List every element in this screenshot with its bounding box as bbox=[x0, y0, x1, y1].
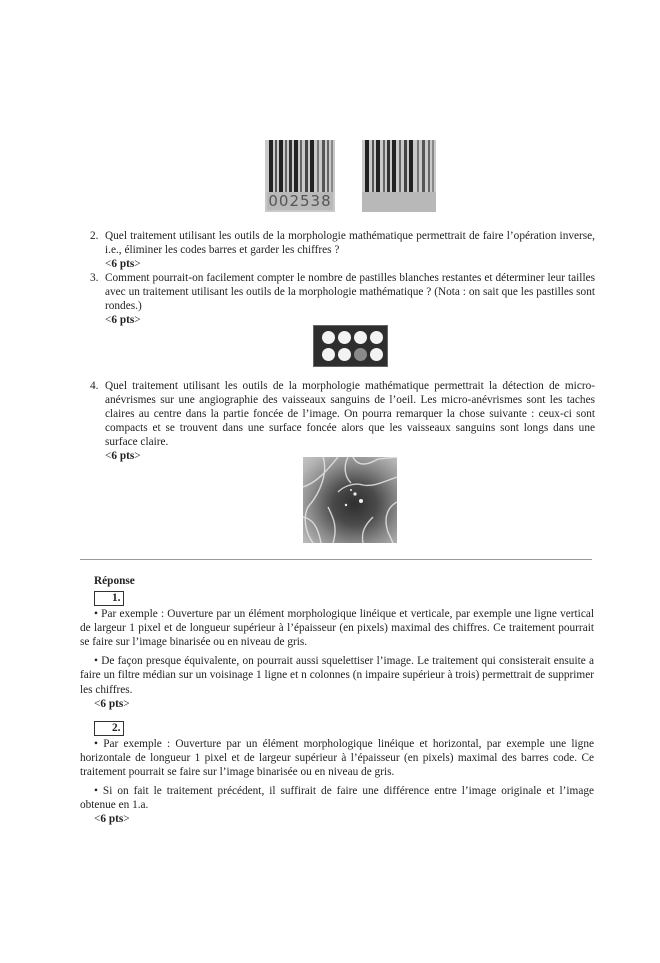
answer-label: 2. bbox=[94, 721, 124, 736]
question-number: 3. bbox=[90, 272, 99, 284]
barcode-digit-area-removed bbox=[362, 192, 436, 212]
answer-2 bbox=[80, 721, 594, 827]
answer-points: <6 pts> bbox=[94, 697, 130, 710]
answer-paragraph: • Par exemple : Ouverture par un élément morphologique linéique et verticale, par exemple une ligne vertical de largeur 1 pixel et de longueur supérieur à l’épaisseur (en pixels) maximal des chiffres. Ce traitement pourrait se faire sur l’image binarisée ou en niveau de gris. bbox=[80, 608, 594, 649]
barcode-bars bbox=[265, 140, 335, 192]
blood-vessels bbox=[303, 457, 397, 543]
barcode-processed-image bbox=[362, 140, 436, 212]
pill bbox=[322, 348, 335, 361]
micro-aneurysms bbox=[345, 489, 363, 506]
retina-angiography-image bbox=[303, 457, 397, 543]
barcode-digits: 002538 bbox=[268, 192, 332, 210]
pill bbox=[354, 331, 367, 344]
pill bbox=[322, 331, 335, 344]
barcode-processed-bars bbox=[362, 140, 436, 192]
answer-heading: Réponse bbox=[94, 575, 135, 587]
question-text: Quel traitement utilisant les outils de la morphologie mathématique permettrait de faire l’opération inverse, i.e., éliminer les codes barres et garder les chiffres ? bbox=[105, 230, 595, 257]
question-text: Quel traitement utilisant les outils de la morphologie mathématique permettrait la détection de micro-anévrismes sur une angiographie des vaisseaux sanguins de l’oeil. Les micro-anévrismes sont les taches claires au centre dans la partie foncée de l’image. On pourra remarquer la chose suivante : ceux-ci sont compacts et se trouvent dans une surface foncée alors que les vaisseaux sanguins sont longs dans une surface claire. bbox=[105, 380, 595, 449]
answer-points: <6 pts> bbox=[94, 813, 130, 826]
pill bbox=[338, 331, 351, 344]
barcode-original-image bbox=[265, 140, 335, 212]
answer-paragraph: • De façon presque équivalente, on pourrait aussi squelettiser l’image. Le traitement qui consisterait ensuite a faire un filtre médian sur un voisinage 1 ligne et n colonnes (n impaire supérieur à trois) permettrait de supprimer les chiffres. bbox=[80, 655, 594, 696]
question-points: <6 pts> bbox=[105, 258, 141, 271]
question-points: <6 pts> bbox=[105, 450, 141, 463]
question-2 bbox=[90, 229, 595, 271]
question-4 bbox=[90, 379, 595, 464]
answer-section bbox=[80, 574, 594, 826]
pill bbox=[338, 348, 351, 361]
answer-paragraph: • Par exemple : Ouverture par un élément morphologique linéique et horizontal, par exemple une ligne horizontale de longueur 1 pixel et de largeur supérieur à l’épaisseur (en pixels) maximal des barres code. Ce traitement pourrait se faire sur l’image binarisée ou en niveau de gris. bbox=[80, 737, 594, 778]
question-number: 2. bbox=[90, 230, 99, 242]
answer-1 bbox=[80, 591, 594, 711]
answer-label: 1. bbox=[94, 591, 124, 606]
question-number: 4. bbox=[90, 380, 99, 392]
pill-empty bbox=[354, 348, 367, 361]
question-3 bbox=[90, 271, 595, 327]
question-text: Comment pourrait-on facilement compter le nombre de pastilles blanches restantes et déterminer leur tailles avec un traitement utilisant les outils de la morphologie mathématique ? (Nota : on sait que les pastilles sont rondes.) bbox=[105, 272, 595, 313]
pill bbox=[370, 348, 383, 361]
section-divider bbox=[80, 559, 592, 560]
answer-paragraph: • Si on fait le traitement précédent, il suffirait de faire une différence entre l’image originale et l’image obtenue en 1.a. bbox=[80, 785, 594, 812]
question-points: <6 pts> bbox=[105, 314, 141, 327]
pill bbox=[370, 331, 383, 344]
pills-image bbox=[313, 325, 388, 367]
